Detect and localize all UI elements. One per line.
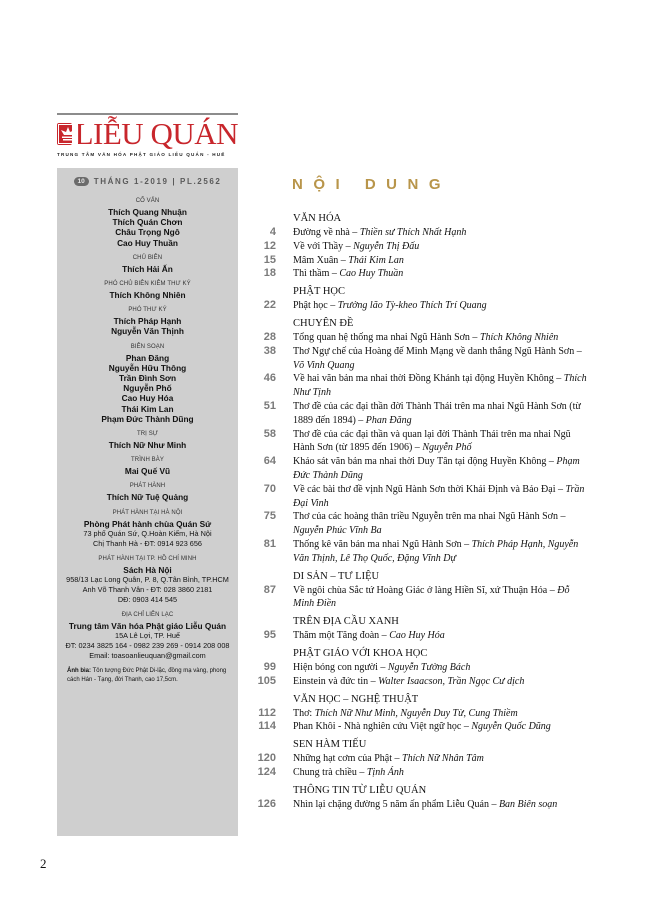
credit-label: CỐ VẤN (135, 198, 160, 204)
toc-entry-author: Trưởng lão Tỳ-kheo Thích Trí Quang (337, 300, 487, 312)
toc-entry-text (293, 538, 593, 566)
toc-entry-author: Thích Không Nhiên (479, 331, 559, 343)
page-number: 2 (40, 856, 47, 871)
toc-entry-title: Những hạt cơm của Phật – (293, 753, 403, 765)
toc-entry-title: Phật học – (293, 300, 338, 312)
address-line: 15A Lê Lợi, TP. Huế (115, 631, 180, 641)
toc-entry-title: Về với Thầy – (293, 240, 354, 252)
toc-section (250, 285, 635, 313)
credit-label: PHÁT HÀNH (129, 483, 166, 490)
toc-entry-author: Nguyễn Phố (422, 442, 472, 454)
credits (57, 193, 238, 684)
toc-page-number: 51 (263, 399, 276, 412)
colophon-sidebar (57, 168, 238, 836)
toc-entry-title: Thống kê văn bản ma nhai Ngũ Hành Sơn – (293, 538, 472, 550)
toc-entry-title: Thơ Ngự chế của Hoàng đế Minh Mạng về danh thắng Ngũ Hành Sơn – (293, 345, 582, 357)
toc-entry-text (293, 345, 593, 373)
toc-entry[interactable] (250, 455, 635, 483)
toc-entry-text (293, 254, 593, 268)
toc-page-number: 64 (263, 455, 276, 468)
toc-entry-author: Nguyễn Tường Bách (387, 661, 471, 673)
toc-entry-text (293, 720, 593, 734)
toc-page-number: 81 (263, 537, 276, 550)
toc-page-number: 22 (263, 299, 276, 312)
contact-address (57, 611, 238, 661)
toc-entry-author: Thích Nữ Nhân Tâm (402, 753, 484, 765)
toc-entry-title: Thăm một Tăng đoàn – (293, 630, 390, 642)
toc-entry-title: Hiện bóng con người – (293, 661, 388, 673)
credit-name: Châu Trọng Ngô (115, 227, 180, 238)
toc-section-heading: PHẬT GIÁO VỚI KHOA HỌC (293, 647, 428, 659)
toc-entry-text (293, 707, 593, 721)
cover-caption (57, 667, 238, 684)
credit-label: TRỊ SỰ (136, 431, 159, 438)
toc-page-number: 126 (257, 797, 276, 810)
toc-entry[interactable] (250, 798, 635, 812)
toc-entry-text (293, 400, 593, 428)
toc-section-heading: SEN HÀM TIẾU (293, 739, 367, 751)
toc-section-heading: TRÊN ĐỊA CẦU XANH (293, 616, 399, 628)
toc-entry-text (293, 226, 593, 240)
toc-entry-title: Về các bài thơ đề vịnh Ngũ Hành Sơn thời Khải Định và Bảo Đại – (293, 483, 566, 495)
toc-entry-author: Thiền sư Thích Nhất Hạnh (359, 227, 467, 238)
address-line: 958/13 Lạc Long Quân, P. 8, Q.Tân Bình, TP.HCM (66, 575, 229, 585)
credit-group-distribution (57, 482, 238, 502)
toc-section (250, 317, 635, 566)
toc-entry[interactable] (250, 254, 635, 268)
toc-entry-title: Về ngôi chùa Sắc tứ Hoàng Giác ở làng Hiền Sĩ, xứ Thuận Hóa – (293, 584, 558, 596)
credit-name: Trung tâm Văn hóa Phật giáo Liễu Quán (68, 621, 227, 632)
toc-page-number: 18 (263, 267, 276, 280)
toc-entry[interactable] (250, 240, 635, 254)
toc-entry-author: Võ Vinh Quang (293, 359, 355, 371)
credit-group-administration (57, 430, 238, 450)
phone-line: ĐT: 0234 3825 164 - 0982 239 269 - 0914 208 008 (65, 641, 230, 651)
toc-entry[interactable] (250, 720, 635, 734)
cover-caption-label: Ảnh bìa: (67, 668, 91, 675)
toc-entry-author: Đỗ Minh Điền (293, 584, 570, 610)
toc-entry[interactable] (250, 226, 635, 240)
credit-name: Thích Hải Ấn (122, 263, 173, 274)
toc-entry[interactable] (250, 675, 635, 689)
address-line: 73 phố Quán Sứ, Q.Hoàn Kiếm, Hà Nội (83, 528, 212, 538)
credit-label: ĐỊA CHỈ LIÊN LẠC (121, 612, 174, 619)
toc-entry[interactable] (250, 766, 635, 780)
toc-page-number: 105 (257, 674, 276, 687)
toc-page-number: 12 (263, 239, 276, 252)
logo (57, 116, 238, 151)
toc-page-number: 46 (263, 372, 276, 385)
toc-entry-text (293, 240, 593, 254)
credit-name: Phan Đăng (125, 352, 170, 363)
toc-entry[interactable] (250, 372, 635, 400)
credit-group-layout (57, 456, 238, 476)
credit-name: Nguyễn Hữu Thông (108, 362, 187, 373)
toc-page-number: 99 (263, 660, 276, 673)
toc-entry-text (293, 584, 593, 612)
toc-entry[interactable] (250, 538, 635, 566)
toc-section-heading: VĂN HÓA (293, 213, 342, 224)
toc-page-number: 75 (263, 510, 276, 523)
credit-group-editor-in-chief (57, 254, 238, 274)
toc-section (250, 784, 635, 812)
credit-name: Phòng Phát hành chùa Quán Sứ (83, 518, 212, 529)
toc-entry-title: Mâm Xuân – (293, 254, 349, 266)
toc-entry[interactable] (250, 661, 635, 675)
toc-entry-author: Thích Như Tịnh (293, 373, 587, 399)
toc-entry-author: Thích Pháp Hạnh, Nguyễn Văn Thịnh, Lê Thọ Quốc, Đặng Vĩnh Dự (293, 538, 579, 564)
masthead-tagline: TRUNG TÂM VĂN HÓA PHẬT GIÁO LIỄU QUÁN - HUẾ (57, 152, 226, 157)
credit-name: Thích Nữ Như Minh (108, 440, 187, 451)
toc-entry-author: Cao Huy Hóa (389, 630, 445, 642)
toc-section (250, 615, 635, 643)
credit-label: BIÊN SOẠN (130, 343, 165, 350)
toc-entry-text (293, 752, 593, 766)
toc-entry-text (293, 661, 593, 675)
toc-entry[interactable] (250, 299, 635, 313)
toc-entry-title: Thì thầm – (293, 268, 340, 280)
credit-name: Trần Đình Sơn (118, 373, 177, 384)
toc-entry-author: Nguyễn Quốc Dũng (471, 721, 551, 733)
credit-label: CHỦ BIÊN (132, 254, 163, 261)
toc-entry-title: Thơ: (293, 707, 315, 719)
credit-name: Thích Không Nhiên (109, 290, 186, 301)
toc-section (250, 647, 635, 689)
masthead-rule (57, 113, 238, 115)
credit-name: Phạm Đức Thành Dũng (101, 413, 194, 424)
credit-group-compilers (57, 343, 238, 424)
credit-name: Thích Quán Chơn (112, 217, 183, 228)
credit-label: PHÁT HÀNH TẠI TP. HỒ CHÍ MINH (98, 555, 197, 562)
toc-entry-title: Thơ đề của các đại thần đời Thành Thái trên ma nhai Ngũ Hành Sơn (từ 1889 đến 1894) – (293, 400, 581, 426)
credit-label: PHÓ THƯ KÝ (128, 307, 167, 314)
toc-entry-title: Phan Khôi - Nhà nghiên cứu Việt ngữ học – (293, 721, 472, 733)
toc-entry-text (293, 510, 593, 538)
toc-entry[interactable] (250, 707, 635, 721)
toc-section (250, 738, 635, 780)
issue-band (57, 169, 238, 193)
toc-entry[interactable] (250, 752, 635, 766)
toc-entry[interactable] (250, 584, 635, 612)
credit-name: Nguyễn Phố (123, 383, 172, 394)
toc-entry[interactable] (250, 267, 635, 281)
toc-entry-text (293, 629, 593, 643)
toc-entry-text (293, 798, 593, 812)
toc-page-number: 124 (257, 765, 276, 778)
toc-section (250, 570, 635, 612)
toc-entry-title: Đường về nhà – (293, 227, 360, 238)
toc-entry-author: Trần Đại Vinh (293, 483, 585, 509)
logo-wordmark: LIỄU QUÁN (74, 116, 238, 151)
masthead (57, 113, 238, 157)
toc-section-heading: THÔNG TIN TỪ LIỄU QUÁN (293, 784, 427, 796)
credit-name: Thích Pháp Hạnh (113, 316, 182, 327)
issue-number-badge: 10 (74, 177, 89, 186)
toc-entry-title: Einstein và đức tin – (293, 675, 379, 687)
phone-line: Anh Võ Thanh Vân - ĐT: 028 3860 2181 (82, 585, 213, 595)
phone-line: DĐ: 0903 414 545 (117, 595, 178, 605)
phone-line: Chị Thanh Hà - ĐT: 0914 923 656 (93, 538, 202, 548)
toc-section-heading: VĂN HỌC – NGHỆ THUẬT (293, 693, 419, 705)
toc-section (250, 212, 635, 281)
credit-name: Cao Huy Thuần (117, 237, 178, 248)
toc-section-heading: CHUYÊN ĐỀ (293, 317, 354, 329)
credit-name: Thích Nữ Tuệ Quảng (106, 492, 189, 503)
toc-section-heading: PHẬT HỌC (293, 286, 346, 298)
toc-entry[interactable] (250, 428, 635, 456)
distribution-hcm (57, 555, 238, 605)
issue-date: THÁNG 1-2019 | PL.2562 (93, 176, 222, 186)
toc-page-number: 95 (263, 629, 276, 642)
toc-page-number: 87 (263, 583, 276, 596)
toc-entry-text (293, 675, 593, 689)
toc-entry-text (293, 483, 593, 511)
toc-page-number: 28 (263, 330, 276, 343)
toc-page-number: 112 (258, 706, 276, 719)
email-line[interactable]: Email: toasoanlieuquan@gmail.com (89, 651, 206, 661)
toc-entry-title: Về hai văn bản ma nhai thời Đồng Khánh tại động Huyền Không – (293, 373, 564, 385)
toc-section-heading: DI SẢN – TƯ LIỆU (293, 570, 380, 582)
toc-page-number: 4 (269, 226, 276, 238)
toc-entry-title: Tổng quan hệ thống ma nhai Ngũ Hành Sơn – (293, 331, 480, 343)
toc-entry-title: Nhìn lại chặng đường 5 năm ấn phẩm Liễu Quán – (293, 798, 499, 810)
toc-title: NỘI DUNG (292, 176, 451, 193)
toc-entry[interactable] (250, 345, 635, 373)
toc-entry-author: Thái Kim Lan (348, 254, 404, 266)
credit-name: Cao Huy Hóa (121, 393, 174, 404)
credit-name: Thái Kim Lan (121, 403, 174, 414)
toc-page-number: 70 (263, 482, 276, 495)
toc-entry-author: Nguyễn Thị Đấu (353, 240, 420, 252)
toc-page-number: 114 (258, 720, 276, 733)
toc-entry-text (293, 331, 593, 345)
credit-group-deputy-secretary (57, 306, 238, 336)
toc-entry-author: Nguyễn Phúc Vĩnh Ba (293, 525, 382, 537)
credit-label: TRÌNH BÀY (131, 457, 164, 464)
toc-entry[interactable] (250, 483, 635, 511)
toc-entry-text (293, 766, 593, 780)
toc-page-number: 15 (263, 253, 276, 266)
credit-label: PHÁT HÀNH TẠI HÀ NỘI (112, 509, 183, 516)
toc-entry-title: Thơ đề của các đại thần và quan lại đời Thành Thái trên ma nhai Ngũ Hành Sơn (từ 1895 đến 1906) – (293, 428, 571, 454)
toc-entry[interactable] (250, 400, 635, 428)
table-of-contents (250, 212, 635, 816)
toc-entry-title: Thơ của các hoàng thân triều Nguyễn trên ma nhai Ngũ Hành Sơn – (293, 511, 566, 523)
toc-entry-text (293, 455, 593, 483)
toc-entry[interactable] (250, 331, 635, 345)
toc-entry-title: Khảo sát văn bản ma nhai thời Duy Tân tại động Huyền Không – (293, 456, 557, 468)
credit-label: PHÓ CHỦ BIÊN KIÊM THƯ KÝ (104, 281, 191, 288)
credit-group-deputy-editor (57, 280, 238, 300)
toc-entry-text (293, 299, 593, 313)
credit-name: Thích Quang Nhuận (108, 207, 187, 217)
credit-name: Nguyễn Văn Thịnh (111, 326, 184, 337)
toc-page-number: 38 (263, 344, 276, 357)
toc-entry-text (293, 267, 593, 281)
toc-entry-text (293, 428, 593, 456)
toc-entry-author: Walter Isaacson, Trần Ngọc Cư dịch (378, 675, 525, 687)
credit-name: Sách Hà Nội (123, 564, 172, 575)
credit-name: Mai Quế Vũ (124, 466, 171, 477)
toc-section (250, 693, 635, 735)
toc-entry-title: Chung trà chiều – (293, 766, 367, 778)
toc-entry[interactable] (250, 629, 635, 643)
lotus-emblem-icon (57, 123, 72, 145)
toc-entry-text (293, 372, 593, 400)
toc-entry-author: Cao Huy Thuần (339, 268, 404, 280)
distribution-hanoi (57, 509, 238, 549)
toc-page-number: 120 (257, 752, 276, 765)
toc-entry-author: Tịnh Ánh (366, 766, 404, 778)
toc-page-number: 58 (263, 427, 276, 440)
toc-entry-author: Phan Đăng (365, 414, 412, 426)
cover-caption-text: Tôn tượng Đức Phật Di-lặc, đồng mạ vàng, phong cách Hán - Tạng, đời Thanh, cao 17,5cm. (67, 668, 227, 683)
toc-entry-author: Thích Nữ Như Minh, Nguyễn Duy Từ, Cung Thiềm (314, 707, 518, 719)
credit-group-advisors (57, 197, 238, 248)
toc-entry-author: Phạm Đức Thành Dũng (293, 456, 580, 481)
toc-entry-author: Ban Biên soạn (498, 798, 558, 810)
toc-entry[interactable] (250, 510, 635, 538)
